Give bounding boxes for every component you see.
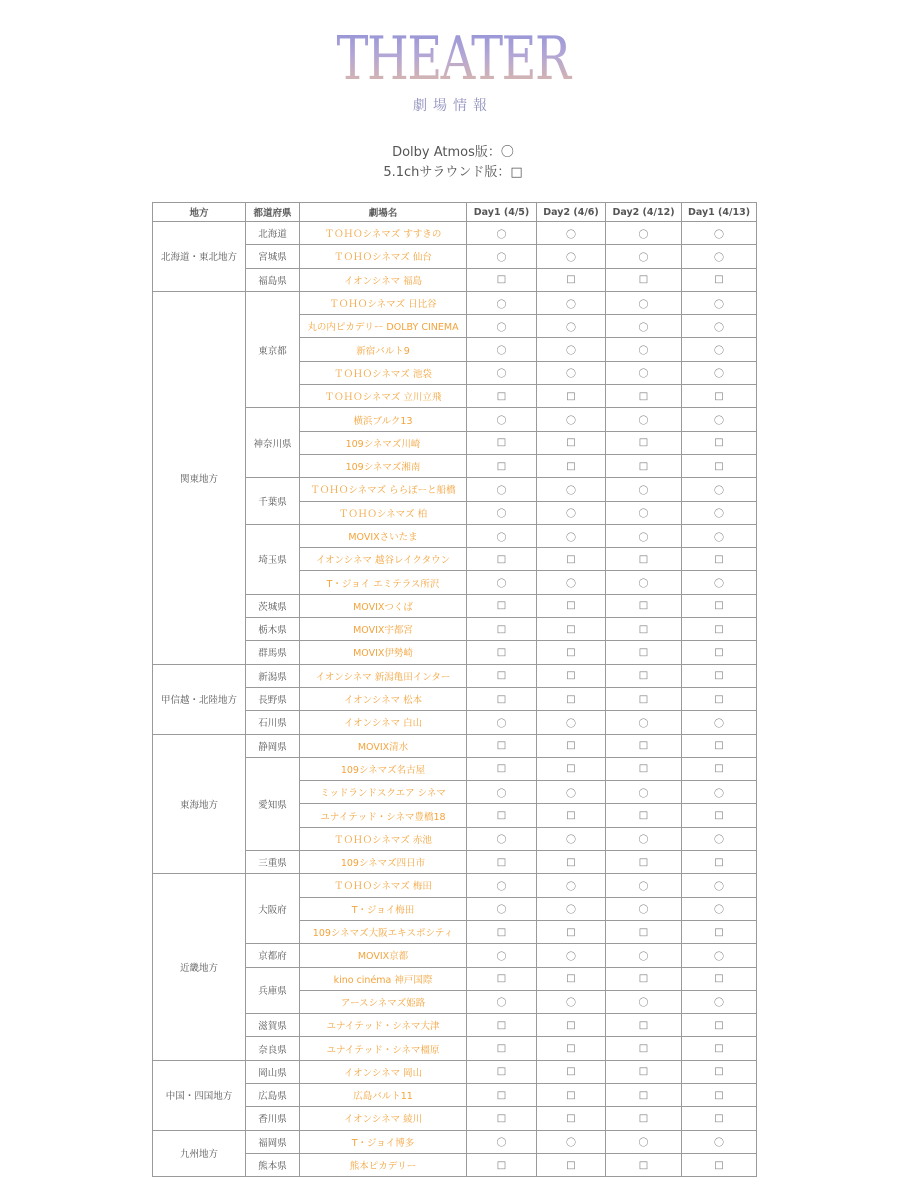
format-mark-day-1: 〇: [467, 408, 537, 431]
theater-name-link[interactable]: 109シネマズ大阪エキスポシティ: [300, 920, 467, 943]
prefecture-cell: 群馬県: [246, 641, 300, 664]
format-mark-day-2: 〇: [537, 524, 606, 547]
prefecture-cell: 熊本県: [246, 1153, 300, 1176]
theater-name-link[interactable]: ＴＯＨＯシネマズ ららぽーと船橋: [300, 478, 467, 501]
format-mark-day-4: □: [682, 548, 757, 571]
format-mark-day-1: □: [467, 1107, 537, 1130]
theater-name-link[interactable]: ユナイテッド・シネマ豊橋18: [300, 804, 467, 827]
page-subtitle: 劇場情報: [413, 98, 493, 114]
prefecture-cell: 香川県: [246, 1107, 300, 1130]
format-mark-day-2: □: [537, 618, 606, 641]
format-mark-day-3: 〇: [606, 874, 682, 897]
format-mark-day-1: 〇: [467, 338, 537, 361]
format-mark-day-1: □: [467, 757, 537, 780]
format-mark-day-4: □: [682, 664, 757, 687]
format-mark-day-2: □: [537, 1037, 606, 1060]
format-mark-day-4: □: [682, 687, 757, 710]
format-mark-day-4: 〇: [682, 501, 757, 524]
format-mark-day-1: 〇: [467, 222, 537, 245]
format-mark-day-4: □: [682, 757, 757, 780]
prefecture-cell: 宮城県: [246, 245, 300, 268]
format-mark-day-3: □: [606, 268, 682, 291]
format-mark-day-4: □: [682, 1083, 757, 1106]
region-cell: 関東地方: [153, 291, 246, 664]
format-mark-day-1: □: [467, 967, 537, 990]
region-cell: 北海道・東北地方: [153, 222, 246, 292]
theater-name-link[interactable]: イオンシネマ 岡山: [300, 1060, 467, 1083]
theater-name-link[interactable]: MOVIX京都: [300, 944, 467, 967]
format-mark-day-2: 〇: [537, 944, 606, 967]
prefecture-cell: 神奈川県: [246, 408, 300, 478]
format-mark-day-1: 〇: [467, 291, 537, 314]
format-mark-day-2: 〇: [537, 245, 606, 268]
prefecture-cell: 福島県: [246, 268, 300, 291]
region-cell: 甲信越・北陸地方: [153, 664, 246, 734]
format-mark-day-4: 〇: [682, 408, 757, 431]
format-mark-day-4: 〇: [682, 944, 757, 967]
prefecture-cell: 福岡県: [246, 1130, 300, 1153]
format-mark-day-4: 〇: [682, 222, 757, 245]
format-mark-day-1: □: [467, 687, 537, 710]
format-mark-day-2: □: [537, 757, 606, 780]
format-mark-day-2: 〇: [537, 338, 606, 361]
table-row: [153, 291, 757, 314]
table-row: [153, 1060, 757, 1083]
format-mark-day-4: □: [682, 641, 757, 664]
format-mark-day-4: □: [682, 1107, 757, 1130]
format-mark-day-4: □: [682, 804, 757, 827]
format-mark-day-2: □: [537, 664, 606, 687]
format-mark-day-3: □: [606, 641, 682, 664]
format-mark-day-2: 〇: [537, 408, 606, 431]
header-day-1: Day1 (4/5): [467, 203, 537, 222]
format-mark-day-2: □: [537, 268, 606, 291]
format-mark-day-2: □: [537, 548, 606, 571]
prefecture-cell: 奈良県: [246, 1037, 300, 1060]
format-mark-day-3: □: [606, 851, 682, 874]
format-mark-day-2: □: [537, 594, 606, 617]
format-mark-day-1: □: [467, 454, 537, 477]
format-mark-day-4: □: [682, 920, 757, 943]
prefecture-cell: 長野県: [246, 687, 300, 710]
format-mark-day-1: 〇: [467, 711, 537, 734]
format-mark-day-3: □: [606, 734, 682, 757]
prefecture-cell: 静岡県: [246, 734, 300, 757]
format-mark-day-2: 〇: [537, 990, 606, 1013]
theater-name-link[interactable]: ユナイテッド・シネマ大津: [300, 1014, 467, 1037]
prefecture-cell: 東京都: [246, 291, 300, 407]
format-mark-day-1: 〇: [467, 827, 537, 850]
prefecture-cell: 滋賀県: [246, 1014, 300, 1037]
table-row: [153, 1130, 757, 1153]
format-mark-day-4: □: [682, 594, 757, 617]
region-cell: 九州地方: [153, 1130, 246, 1177]
theater-name-link[interactable]: ＴＯＨＯシネマズ 柏: [300, 501, 467, 524]
theater-name-link[interactable]: ＴＯＨＯシネマズ 赤池: [300, 827, 467, 850]
prefecture-cell: 茨城県: [246, 594, 300, 617]
theater-name-link[interactable]: ＴＯＨＯシネマズ 立川立飛: [300, 385, 467, 408]
format-mark-day-2: □: [537, 641, 606, 664]
format-mark-day-2: 〇: [537, 315, 606, 338]
format-mark-day-4: 〇: [682, 291, 757, 314]
format-mark-day-2: 〇: [537, 571, 606, 594]
header-day-3: Day2 (4/12): [606, 203, 682, 222]
format-mark-day-3: □: [606, 1153, 682, 1176]
theater-name-link[interactable]: ユナイテッド・シネマ橿原: [300, 1037, 467, 1060]
theater-table: [152, 202, 757, 1177]
theater-name-link[interactable]: 109シネマズ名古屋: [300, 757, 467, 780]
format-mark-day-3: 〇: [606, 897, 682, 920]
format-mark-day-1: □: [467, 1153, 537, 1176]
format-mark-day-2: □: [537, 454, 606, 477]
format-mark-day-3: □: [606, 804, 682, 827]
format-mark-day-4: 〇: [682, 361, 757, 384]
prefecture-cell: 兵庫県: [246, 967, 300, 1014]
theater-name-link[interactable]: 109シネマズ川崎: [300, 431, 467, 454]
format-mark-day-1: □: [467, 1037, 537, 1060]
format-mark-day-2: □: [537, 687, 606, 710]
format-mark-day-3: 〇: [606, 361, 682, 384]
format-mark-day-3: 〇: [606, 524, 682, 547]
format-mark-day-3: 〇: [606, 827, 682, 850]
format-mark-day-3: □: [606, 687, 682, 710]
prefecture-cell: 京都府: [246, 944, 300, 967]
prefecture-cell: 新潟県: [246, 664, 300, 687]
theater-name-link[interactable]: kino cinéma 神戸国際: [300, 967, 467, 990]
format-mark-day-1: □: [467, 664, 537, 687]
format-mark-day-4: □: [682, 454, 757, 477]
format-mark-day-2: 〇: [537, 874, 606, 897]
format-mark-day-3: 〇: [606, 222, 682, 245]
theater-name-link[interactable]: ミッドランドスクエア シネマ: [300, 781, 467, 804]
format-mark-day-3: 〇: [606, 245, 682, 268]
format-mark-day-1: □: [467, 734, 537, 757]
format-mark-day-1: 〇: [467, 478, 537, 501]
format-mark-day-4: 〇: [682, 1130, 757, 1153]
format-mark-day-3: 〇: [606, 571, 682, 594]
format-mark-day-1: □: [467, 804, 537, 827]
theater-name-link[interactable]: MOVIX宇都宮: [300, 618, 467, 641]
format-mark-day-1: □: [467, 385, 537, 408]
format-mark-day-1: □: [467, 1083, 537, 1106]
format-mark-day-4: 〇: [682, 315, 757, 338]
prefecture-cell: 広島県: [246, 1083, 300, 1106]
format-mark-day-4: 〇: [682, 711, 757, 734]
format-mark-day-1: □: [467, 851, 537, 874]
theater-name-link[interactable]: ＴＯＨＯシネマズ 池袋: [300, 361, 467, 384]
theater-name-link[interactable]: MOVIX清水: [300, 734, 467, 757]
header-day-4: Day1 (4/13): [682, 203, 757, 222]
format-mark-day-4: □: [682, 268, 757, 291]
format-mark-day-1: 〇: [467, 944, 537, 967]
format-mark-day-1: 〇: [467, 501, 537, 524]
format-mark-day-2: 〇: [537, 291, 606, 314]
format-mark-day-3: □: [606, 431, 682, 454]
region-cell: 近畿地方: [153, 874, 246, 1060]
format-mark-day-2: □: [537, 1107, 606, 1130]
format-mark-day-4: □: [682, 1037, 757, 1060]
format-mark-day-3: □: [606, 1014, 682, 1037]
format-mark-day-3: 〇: [606, 478, 682, 501]
format-mark-day-2: 〇: [537, 1130, 606, 1153]
header-region: 地方: [153, 203, 246, 222]
format-mark-day-1: 〇: [467, 990, 537, 1013]
format-mark-day-4: □: [682, 734, 757, 757]
format-mark-day-2: 〇: [537, 827, 606, 850]
format-mark-day-3: 〇: [606, 944, 682, 967]
theater-name-link[interactable]: 丸の内ピカデリー DOLBY CINEMA: [300, 315, 467, 338]
region-cell: 東海地方: [153, 734, 246, 874]
format-mark-day-2: 〇: [537, 501, 606, 524]
theater-name-link[interactable]: アースシネマズ姫路: [300, 990, 467, 1013]
format-mark-day-2: □: [537, 804, 606, 827]
theater-name-link[interactable]: イオンシネマ 福島: [300, 268, 467, 291]
prefecture-cell: 栃木県: [246, 618, 300, 641]
table-row: [153, 222, 757, 245]
theater-name-link[interactable]: イオンシネマ 綾川: [300, 1107, 467, 1130]
format-mark-day-4: □: [682, 851, 757, 874]
format-mark-day-1: □: [467, 641, 537, 664]
format-mark-day-3: 〇: [606, 408, 682, 431]
format-mark-day-3: □: [606, 664, 682, 687]
prefecture-cell: 愛知県: [246, 757, 300, 850]
format-mark-day-2: 〇: [537, 897, 606, 920]
format-mark-day-3: 〇: [606, 338, 682, 361]
format-mark-day-4: □: [682, 431, 757, 454]
format-mark-day-2: □: [537, 734, 606, 757]
theater-name-link[interactable]: T・ジョイ博多: [300, 1130, 467, 1153]
theater-name-link[interactable]: MOVIXつくば: [300, 594, 467, 617]
legend-atmos: Dolby Atmos版：〇: [392, 145, 514, 160]
format-mark-day-1: 〇: [467, 361, 537, 384]
format-mark-day-3: 〇: [606, 711, 682, 734]
format-mark-day-2: □: [537, 1014, 606, 1037]
format-mark-day-4: □: [682, 385, 757, 408]
format-mark-day-3: □: [606, 1060, 682, 1083]
format-mark-day-4: 〇: [682, 338, 757, 361]
format-mark-day-2: 〇: [537, 222, 606, 245]
format-mark-day-3: 〇: [606, 315, 682, 338]
format-mark-day-4: 〇: [682, 897, 757, 920]
table-row: [153, 664, 757, 687]
format-mark-day-2: □: [537, 1153, 606, 1176]
format-mark-day-2: □: [537, 851, 606, 874]
format-mark-day-2: 〇: [537, 781, 606, 804]
format-mark-day-2: □: [537, 1083, 606, 1106]
format-mark-day-1: 〇: [467, 315, 537, 338]
format-mark-day-3: □: [606, 967, 682, 990]
prefecture-cell: 埼玉県: [246, 524, 300, 594]
format-mark-day-1: □: [467, 1060, 537, 1083]
format-mark-day-2: 〇: [537, 711, 606, 734]
format-mark-day-3: □: [606, 1107, 682, 1130]
format-mark-day-1: □: [467, 618, 537, 641]
theater-name-link[interactable]: ＴＯＨＯシネマズ すすきの: [300, 222, 467, 245]
table-body: [153, 222, 757, 1177]
format-mark-day-3: □: [606, 385, 682, 408]
format-mark-day-1: □: [467, 1014, 537, 1037]
page-title: THEATER: [91, 22, 816, 96]
format-mark-day-1: 〇: [467, 874, 537, 897]
format-mark-day-3: □: [606, 594, 682, 617]
format-mark-day-1: □: [467, 268, 537, 291]
header-day-2: Day2 (4/6): [537, 203, 606, 222]
theater-name-link[interactable]: イオンシネマ 新潟亀田インター: [300, 664, 467, 687]
format-mark-day-2: □: [537, 431, 606, 454]
table-row: [153, 874, 757, 897]
format-mark-day-1: □: [467, 431, 537, 454]
theater-name-link[interactable]: 新宿バルト9: [300, 338, 467, 361]
region-cell: 中国・四国地方: [153, 1060, 246, 1130]
theater-name-link[interactable]: イオンシネマ 白山: [300, 711, 467, 734]
format-mark-day-2: □: [537, 920, 606, 943]
format-mark-day-1: 〇: [467, 245, 537, 268]
format-mark-day-1: □: [467, 920, 537, 943]
prefecture-cell: 大阪府: [246, 874, 300, 944]
theater-name-link[interactable]: 熊本ピカデリー: [300, 1153, 467, 1176]
format-mark-day-3: 〇: [606, 291, 682, 314]
format-mark-day-3: □: [606, 618, 682, 641]
theater-name-link[interactable]: 広島バルト11: [300, 1083, 467, 1106]
format-mark-day-2: □: [537, 1060, 606, 1083]
format-mark-day-4: 〇: [682, 524, 757, 547]
theater-name-link[interactable]: 109シネマズ湘南: [300, 454, 467, 477]
theater-name-link[interactable]: ＴＯＨＯシネマズ 日比谷: [300, 291, 467, 314]
format-mark-day-4: 〇: [682, 827, 757, 850]
format-mark-day-3: 〇: [606, 501, 682, 524]
theater-name-link[interactable]: 109シネマズ四日市: [300, 851, 467, 874]
theater-name-link[interactable]: T・ジョイ エミテラス所沢: [300, 571, 467, 594]
format-mark-day-3: □: [606, 757, 682, 780]
format-mark-day-1: 〇: [467, 1130, 537, 1153]
format-mark-day-3: □: [606, 920, 682, 943]
format-mark-day-4: 〇: [682, 990, 757, 1013]
format-mark-day-1: 〇: [467, 897, 537, 920]
format-mark-day-3: □: [606, 1037, 682, 1060]
format-mark-day-4: 〇: [682, 571, 757, 594]
format-mark-day-2: □: [537, 967, 606, 990]
format-mark-day-4: 〇: [682, 478, 757, 501]
format-mark-day-2: 〇: [537, 361, 606, 384]
table-row: [153, 734, 757, 757]
prefecture-cell: 北海道: [246, 222, 300, 245]
header-theater: 劇場名: [300, 203, 467, 222]
theater-name-link[interactable]: ＴＯＨＯシネマズ 梅田: [300, 874, 467, 897]
format-mark-day-4: 〇: [682, 874, 757, 897]
format-mark-day-4: □: [682, 967, 757, 990]
prefecture-cell: 石川県: [246, 711, 300, 734]
format-mark-day-4: □: [682, 1153, 757, 1176]
prefecture-cell: 千葉県: [246, 478, 300, 525]
format-mark-day-4: □: [682, 618, 757, 641]
format-mark-day-3: □: [606, 1083, 682, 1106]
theater-name-link[interactable]: MOVIX伊勢崎: [300, 641, 467, 664]
theater-name-link[interactable]: ＴＯＨＯシネマズ 仙台: [300, 245, 467, 268]
format-mark-day-2: □: [537, 385, 606, 408]
format-mark-day-1: 〇: [467, 571, 537, 594]
format-mark-day-4: 〇: [682, 781, 757, 804]
format-mark-day-3: □: [606, 548, 682, 571]
header-prefecture: 都道府県: [246, 203, 300, 222]
format-mark-day-3: 〇: [606, 1130, 682, 1153]
format-mark-day-2: 〇: [537, 478, 606, 501]
format-mark-day-1: 〇: [467, 781, 537, 804]
format-mark-day-4: □: [682, 1014, 757, 1037]
format-mark-day-4: 〇: [682, 245, 757, 268]
format-mark-day-4: □: [682, 1060, 757, 1083]
prefecture-cell: 三重県: [246, 851, 300, 874]
format-mark-day-1: □: [467, 594, 537, 617]
format-mark-day-3: 〇: [606, 990, 682, 1013]
format-mark-day-3: 〇: [606, 781, 682, 804]
legend-surround: 5.1chサラウンド版：□: [383, 165, 523, 180]
format-mark-day-3: □: [606, 454, 682, 477]
format-mark-day-1: 〇: [467, 524, 537, 547]
theater-name-link[interactable]: 横浜ブルク13: [300, 408, 467, 431]
theater-name-link[interactable]: T・ジョイ梅田: [300, 897, 467, 920]
table-header-row: [153, 203, 757, 222]
theater-name-link[interactable]: MOVIXさいたま: [300, 524, 467, 547]
theater-name-link[interactable]: イオンシネマ 松本: [300, 687, 467, 710]
format-mark-day-1: □: [467, 548, 537, 571]
prefecture-cell: 岡山県: [246, 1060, 300, 1083]
theater-name-link[interactable]: イオンシネマ 越谷レイクタウン: [300, 548, 467, 571]
